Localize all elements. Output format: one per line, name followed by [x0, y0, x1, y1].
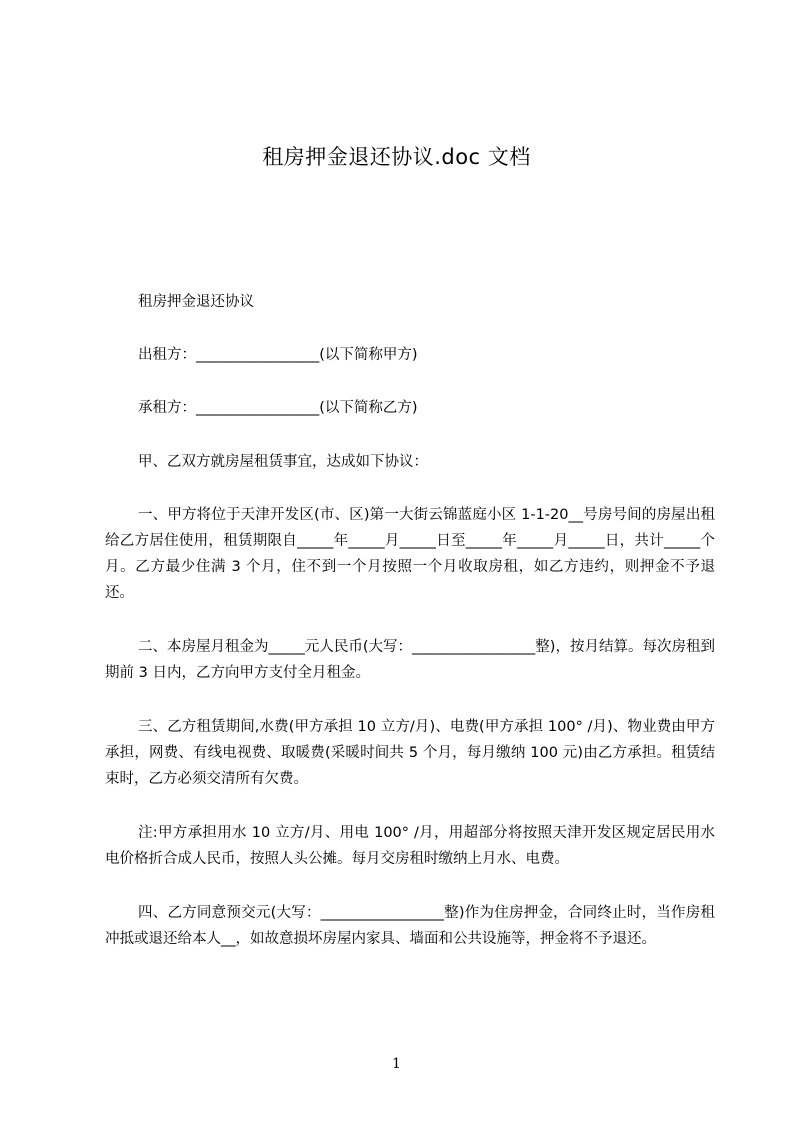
paragraph-note: 注:甲方承担用水 10 立方/月、用电 100° /月，用超部分将按照天津开发区规定居民用水电价格折合成人民币，按照人头公摊。每月交房租时缴纳上月水、电费。	[105, 825, 715, 867]
paragraph-clause-2: 二、本房屋月租金为_____元人民币(大写：_________________整)，按月结算。每次房租到期前 3 日内，乙方向甲方支付全月租金。	[105, 639, 715, 681]
page-title: 租房押金退还协议.doc 文档	[262, 145, 531, 169]
paragraph-lessee: 承租方：_________________(以下简称乙方)	[138, 400, 418, 416]
paragraph-clause-1: 一、甲方将位于天津开发区(市、区)第一大街云锦蓝庭小区 1-1-20__号房号间的房屋出租给乙方居住使用，租赁期限自_____年_____月_____日至_____年_____月_____日，共计_____个月。乙方最少住满 3 个月，住不到一个月按照一个月收取房租，如乙方违约，则押金不予退还。	[105, 507, 715, 601]
paragraph-clause-3: 三、乙方租赁期间,水费(甲方承担 10 立方/月)、电费(甲方承担 100° /月)、物业费由甲方承担，网费、有线电视费、取暖费(采暖时间共 5 个月，每月缴纳 100 元)由乙方承担。租赁结束时，乙方必须交清所有欠费。	[105, 719, 715, 787]
paragraph-lessor: 出租方：_________________(以下简称甲方)	[138, 347, 418, 363]
paragraph-intro: 甲、乙双方就房屋租赁事宜，达成如下协议：	[138, 454, 428, 470]
paragraph-clause-4: 四、乙方同意预交元(大写：_________________整)作为住房押金，合同终止时，当作房租冲抵或退还给本人__，如故意损坏房屋内家具、墙面和公共设施等，押金将不予退还。	[105, 905, 715, 947]
page-number: 1	[392, 1056, 401, 1072]
paragraph-heading: 租房押金退还协议	[138, 294, 254, 310]
